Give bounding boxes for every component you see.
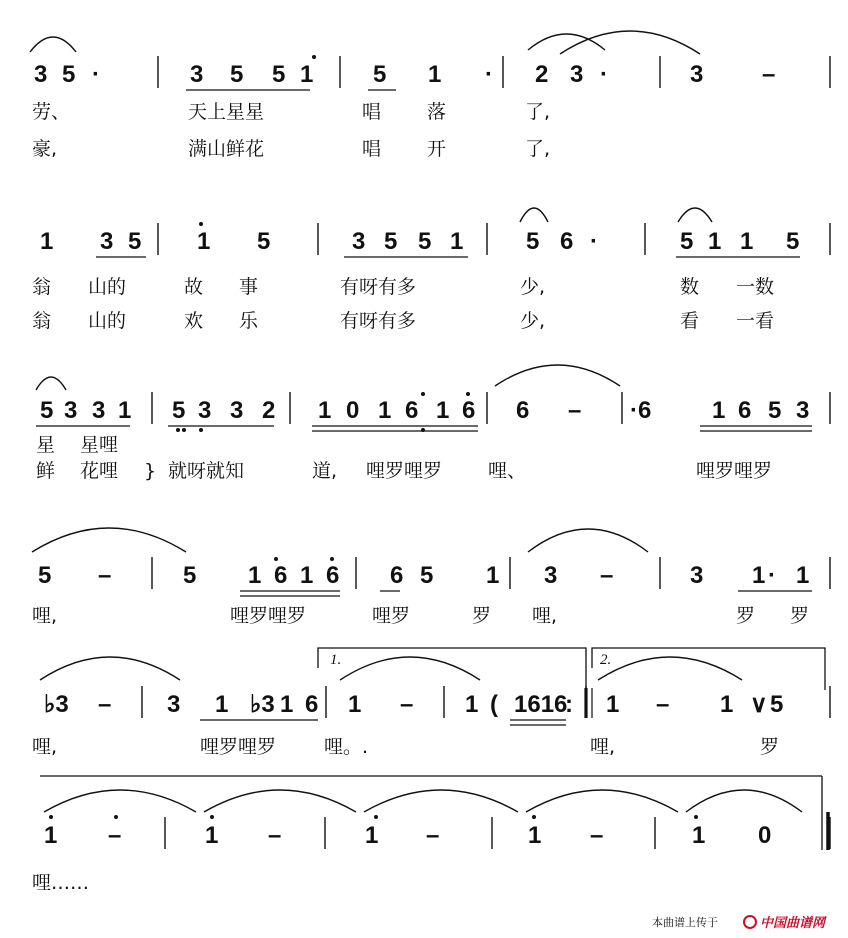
jianpu-note: 3 — [34, 61, 48, 88]
jianpu-note: 3 — [167, 691, 181, 718]
octave-dot — [312, 55, 316, 59]
lyric-word: 看 — [680, 310, 700, 332]
lyric-word: 有呀有多 — [340, 276, 417, 298]
jianpu-note: 1 — [300, 562, 314, 589]
lyric-word: 满山鲜花 — [188, 138, 265, 160]
jianpu-note: 5 — [420, 562, 434, 589]
slur — [40, 657, 180, 680]
lyric-word: 少, — [520, 310, 546, 332]
slur — [36, 377, 66, 390]
lyric-word: 故 — [184, 276, 204, 298]
lyric-word: 豪, — [32, 138, 58, 160]
jianpu-note: 1 — [740, 228, 754, 255]
octave-dot — [421, 428, 425, 432]
octave-dot — [421, 392, 425, 396]
jianpu-note: 3 — [570, 61, 584, 88]
system-5 — [32, 686, 830, 758]
jianpu-note: 1 — [528, 822, 542, 849]
jianpu-note: 0 — [346, 397, 360, 424]
lyric-word: 花哩 — [80, 460, 119, 482]
lyric-word: 翁 — [32, 310, 52, 332]
jianpu-note: 3 — [92, 397, 106, 424]
jianpu-note: 1 — [248, 562, 262, 589]
slur — [364, 790, 518, 812]
lyric-word: 罗 — [760, 736, 780, 758]
octave-dot — [176, 428, 180, 432]
slur — [32, 528, 186, 552]
jianpu-note: 3 — [544, 562, 558, 589]
lyric-word: 山的 — [88, 276, 127, 298]
lyric-word: 罗 — [790, 605, 810, 627]
octave-dot — [374, 815, 378, 819]
jianpu-note: · — [768, 562, 776, 589]
jianpu-note: 5 — [38, 562, 52, 589]
lyric-word: 就呀就知 — [168, 460, 245, 482]
lyric-word: 哩罗哩罗 — [200, 736, 277, 758]
lyric-word: 哩, — [32, 736, 58, 758]
lyric-word: 哩, — [532, 605, 558, 627]
jianpu-note: ( — [490, 691, 498, 718]
lyric-word: 哩…… — [32, 872, 90, 894]
jianpu-note: 6 — [462, 397, 476, 424]
jianpu-note: ♭3 — [250, 691, 275, 718]
lyric-word: } — [144, 460, 157, 482]
lyric-word: 欢 — [184, 310, 204, 332]
slur — [495, 365, 620, 386]
jianpu-note: 5 — [526, 228, 540, 255]
lyric-word: 翁 — [32, 276, 52, 298]
jianpu-note: 3 — [190, 61, 204, 88]
lyric-word: 有呀有多 — [340, 310, 417, 332]
slur — [560, 31, 700, 54]
jianpu-note: 1 — [465, 691, 479, 718]
footer-brand-name: 中国曲谱网 — [760, 915, 826, 930]
lyric-word: 哩。. — [324, 736, 369, 758]
lyric-word: 罗 — [736, 605, 756, 627]
jianpu-note: 2 — [535, 61, 549, 88]
jianpu-note: 6 — [560, 228, 574, 255]
volta-label: 1. — [330, 652, 342, 668]
jianpu-note: 5 — [786, 228, 800, 255]
jianpu-note: 1 — [450, 228, 464, 255]
jianpu-note: 1 — [280, 691, 294, 718]
lyric-word: 哩, — [32, 605, 58, 627]
jianpu-note: 1 — [118, 397, 132, 424]
system-1 — [32, 56, 830, 160]
jianpu-note: 1 — [197, 228, 211, 255]
jianpu-note: 5 — [384, 228, 398, 255]
lyric-word: 哩罗哩罗 — [696, 460, 773, 482]
jianpu-note: ♭3 — [44, 691, 69, 718]
jianpu-note: 5 — [128, 228, 142, 255]
jianpu-note: ·6 — [630, 397, 652, 424]
lyric-word: 哩, — [590, 736, 616, 758]
lyric-word: 乐 — [239, 310, 259, 332]
lyric-word: 哩罗 — [372, 605, 411, 627]
jianpu-note: 1 — [720, 691, 734, 718]
jianpu-note: 5 — [680, 228, 694, 255]
octave-dot — [182, 428, 186, 432]
jianpu-note: 5 — [768, 397, 782, 424]
lyric-word: 劳、 — [32, 101, 71, 123]
jianpu-note: 5 — [373, 61, 387, 88]
site-logo-icon — [744, 916, 756, 928]
jianpu-note: 5 — [257, 228, 271, 255]
jianpu-note: 3 — [690, 61, 704, 88]
jianpu-note: 6 — [326, 562, 340, 589]
jianpu-note: 1 — [348, 691, 362, 718]
lyric-word: 星 — [36, 434, 56, 456]
jianpu-note: – — [98, 691, 112, 718]
lyric-word: 唱 — [362, 101, 382, 123]
footer-upload-label: 本曲谱上传于 — [652, 916, 718, 929]
jianpu-note: · — [485, 61, 493, 88]
volta-label: 2. — [600, 652, 612, 668]
lyric-word: 星哩 — [80, 434, 119, 456]
jianpu-note: 2 — [262, 397, 276, 424]
jianpu-note: 1 — [378, 397, 392, 424]
lyric-word: 一看 — [736, 310, 775, 332]
jianpu-note: 3 — [352, 228, 366, 255]
octave-dot — [532, 815, 536, 819]
lyric-word: 事 — [239, 276, 259, 298]
jianpu-note: 1 — [40, 228, 54, 255]
jianpu-note: · — [92, 61, 100, 88]
jianpu-note: 3 — [230, 397, 244, 424]
system-3 — [36, 392, 830, 482]
jianpu-note: 1 — [708, 228, 722, 255]
lyric-word: 唱 — [362, 138, 382, 160]
jianpu-note: ∨ — [750, 691, 768, 718]
slur — [686, 790, 802, 812]
jianpu-note: 1 — [486, 562, 500, 589]
jianpu-note: – — [568, 397, 582, 424]
jianpu-note: 5 — [183, 562, 197, 589]
jianpu-note: : — [565, 691, 573, 718]
jianpu-note: 1 — [215, 691, 229, 718]
lyric-word: 少, — [520, 276, 546, 298]
jianpu-note: 3 — [796, 397, 810, 424]
jianpu-note: 5 — [230, 61, 244, 88]
lyric-word: 哩罗哩罗 — [230, 605, 307, 627]
jianpu-note: 1 — [796, 562, 810, 589]
lyric-word: 山的 — [88, 310, 127, 332]
jianpu-note: – — [600, 562, 614, 589]
jianpu-note: – — [108, 822, 122, 849]
jianpu-note: 6 — [305, 691, 319, 718]
jianpu-note: – — [656, 691, 670, 718]
volta-bracket-2 — [592, 648, 825, 690]
jianpu-note: – — [762, 61, 776, 88]
octave-dot — [49, 815, 53, 819]
octave-dot — [114, 815, 118, 819]
jianpu-note: – — [400, 691, 414, 718]
jianpu-note: 6 — [738, 397, 752, 424]
lyric-word: 数 — [680, 276, 700, 298]
jianpu-note: 3 — [100, 228, 114, 255]
jianpu-note: 1 — [205, 822, 219, 849]
jianpu-note: 1 — [712, 397, 726, 424]
octave-dot — [330, 557, 334, 561]
octave-dot — [466, 392, 470, 396]
system-2 — [32, 223, 830, 332]
lyric-word: 哩、 — [488, 460, 527, 482]
jianpu-note: 6 — [516, 397, 530, 424]
jianpu-note: 1 — [365, 822, 379, 849]
jianpu-note: – — [98, 562, 112, 589]
system-4 — [32, 557, 830, 627]
lyric-word: 了, — [525, 138, 551, 160]
lyric-word: 道, — [312, 460, 338, 482]
slur — [528, 34, 605, 50]
jianpu-note: 1 — [318, 397, 332, 424]
lyric-word: 开 — [427, 138, 447, 160]
jianpu-note: 1 — [428, 61, 442, 88]
jianpu-note: – — [426, 822, 440, 849]
jianpu-note: 3 — [64, 397, 78, 424]
lyric-word: 落 — [427, 101, 447, 123]
octave-dot — [210, 815, 214, 819]
jianpu-note: – — [268, 822, 282, 849]
slur — [44, 790, 196, 812]
jianpu-note: 1 — [606, 691, 620, 718]
slur — [678, 208, 712, 222]
system-6 — [32, 817, 830, 894]
jianpu-note: 1 — [44, 822, 58, 849]
lyric-word: 罗 — [472, 605, 492, 627]
octave-dot — [694, 815, 698, 819]
footer-credit — [652, 915, 828, 930]
jianpu-note: 3 — [690, 562, 704, 589]
slur — [340, 657, 480, 680]
jianpu-note: 6 — [274, 562, 288, 589]
jianpu-note: 0 — [758, 822, 772, 849]
jianpu-note: 1 — [752, 562, 766, 589]
jianpu-note: – — [590, 822, 604, 849]
octave-dot — [199, 428, 203, 432]
jianpu-note: 1 — [436, 397, 450, 424]
jianpu-note: 1616 — [514, 691, 568, 718]
jianpu-note: · — [590, 228, 598, 255]
octave-dot — [274, 557, 278, 561]
jianpu-note: 3 — [198, 397, 212, 424]
jianpu-note: 5 — [770, 691, 784, 718]
jianpu-note: 1 — [692, 822, 706, 849]
jianpu-note: 6 — [390, 562, 404, 589]
lyric-word: 鲜 — [36, 460, 56, 482]
slur — [204, 790, 356, 812]
slur — [30, 37, 76, 52]
jianpu-note: 5 — [62, 61, 76, 88]
jianpu-note: 5 — [40, 397, 54, 424]
jianpu-note: · — [600, 61, 608, 88]
lyric-word: 哩罗哩罗 — [366, 460, 443, 482]
slur — [526, 790, 678, 812]
jianpu-note: 1 — [300, 61, 314, 88]
slur — [598, 657, 742, 680]
jianpu-note: 5 — [272, 61, 286, 88]
jianpu-note: 5 — [418, 228, 432, 255]
octave-dot — [199, 222, 203, 226]
lyric-word: 天上星星 — [188, 101, 265, 123]
jianpu-note: 5 — [172, 397, 186, 424]
lyric-word: 了, — [525, 101, 551, 123]
slur — [520, 208, 548, 222]
slur — [528, 529, 648, 552]
lyric-word: 一数 — [736, 276, 775, 298]
jianpu-note: 6 — [405, 397, 419, 424]
